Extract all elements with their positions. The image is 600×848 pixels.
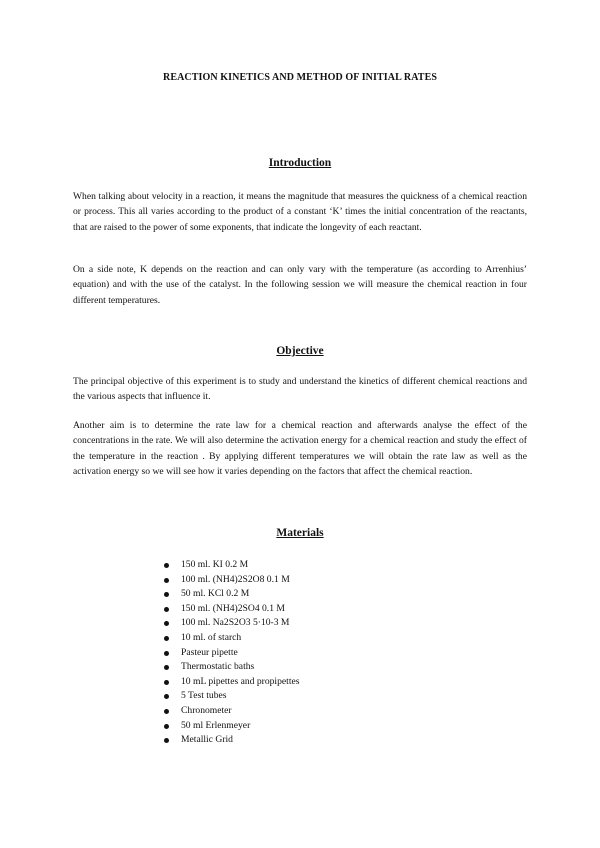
materials-list-item: 50 ml Erlenmeyer bbox=[162, 719, 299, 734]
document-title: REACTION KINETICS AND METHOD OF INITIAL RATES bbox=[163, 72, 437, 83]
materials-list-item: Thermostatic baths bbox=[162, 660, 299, 675]
materials-list-item: 50 ml. KCl 0.2 M bbox=[162, 587, 299, 602]
introduction-heading: Introduction bbox=[268, 157, 332, 169]
introduction-paragraph-2: On a side note, K depends on the reaction and can only vary with the temperature (as according to Arrenhius’ equation) and with the use of the catalyst. In the following session we will measure the chemical reaction in four different temperatures. bbox=[73, 264, 527, 306]
materials-list-item: Metallic Grid bbox=[162, 733, 299, 748]
materials-list-item: 150 ml. (NH4)2SO4 0.1 M bbox=[162, 602, 299, 617]
objective-paragraph-2: Another aim is to determine the rate law for a chemical reaction and afterwards analyse the effect of the concentrations in the rate. We will also determine the activation energy for a chemical reaction and study the effect of the temperature in the reaction . By applying different temperatures we will obtain the rate law as well as the activation energy so we will see how it varies depending on the factors that affect the chemical reaction. bbox=[73, 420, 527, 477]
materials-list-item: Chronometer bbox=[162, 704, 299, 719]
materials-list bbox=[162, 558, 299, 748]
materials-list-item: 10 mL pipettes and propipettes bbox=[162, 675, 299, 690]
materials-heading: Materials bbox=[276, 527, 324, 539]
materials-list-item: 100 ml. Na2S2O3 5·10-3 M bbox=[162, 616, 299, 631]
materials-list-item: 100 ml. (NH4)2S2O8 0.1 M bbox=[162, 573, 299, 588]
introduction-paragraph-1: When talking about velocity in a reaction, it means the magnitude that measures the quickness of a chemical reaction or process. This all varies according to the product of a constant ‘K’ times the initial concentration of the reactants, that are raised to the power of some exponents, that indicate the longevity of each reactant. bbox=[73, 191, 527, 233]
materials-list-item: 10 ml. of starch bbox=[162, 631, 299, 646]
materials-list-item: Pasteur pipette bbox=[162, 646, 299, 661]
objective-paragraph-1: The principal objective of this experiment is to study and understand the kinetics of different chemical reactions and the various aspects that influence it. bbox=[73, 376, 527, 403]
materials-list-item: 5 Test tubes bbox=[162, 689, 299, 704]
objective-heading: Objective bbox=[276, 345, 324, 357]
materials-list-item: 150 ml. KI 0.2 M bbox=[162, 558, 299, 573]
